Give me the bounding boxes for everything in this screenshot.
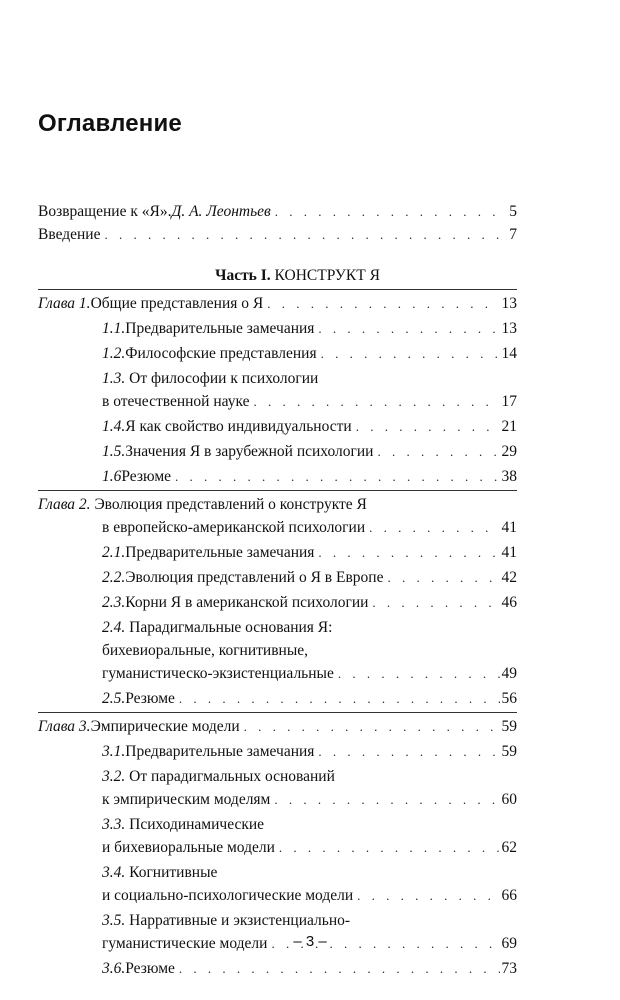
leader-dots (275, 200, 508, 223)
section-entry (38, 367, 517, 413)
entry-text: Предварительные замечания (125, 320, 315, 337)
section-entry (38, 465, 517, 488)
leader-dots (321, 342, 500, 365)
section-entry (38, 440, 517, 463)
section-line (102, 616, 517, 639)
page-ref: 7 (509, 226, 517, 243)
chapter-divider (38, 289, 517, 290)
entry-text: гуманистическо-экзистенциальные (102, 665, 334, 682)
leader-dots (175, 465, 499, 488)
page-ref: 56 (501, 690, 517, 707)
section-line (102, 788, 517, 811)
leader-dots (244, 715, 500, 738)
entry-text: Резюме (125, 690, 175, 707)
chapter-divider (38, 490, 517, 491)
section-line (102, 465, 517, 488)
chapter-line (38, 292, 517, 315)
entry-text: и бихевиоральные модели (102, 839, 275, 856)
entry-text: Эмпирические модели (90, 718, 240, 735)
chapter-divider (38, 712, 517, 713)
section-number: 3.1. (102, 743, 126, 760)
entry-text: к эмпирическим моделям (102, 791, 271, 808)
section-entry (38, 765, 517, 811)
page-ref: 59 (501, 718, 517, 735)
page-ref: 42 (501, 569, 517, 586)
chapter-label: Глава 3. (38, 718, 91, 735)
entry-text: Эволюция представлений о Я в Европе (125, 569, 384, 586)
entry-text: Психодинамические (129, 816, 265, 833)
section-number: 3.6. (102, 960, 126, 977)
toc-entry (38, 200, 517, 223)
section-line (102, 884, 517, 907)
leader-dots (356, 415, 500, 438)
section-line (102, 813, 517, 836)
chapter-entry (38, 292, 517, 315)
section-number: 1.2. (102, 345, 126, 362)
section-number: 3.3. (102, 816, 126, 833)
leader-dots (357, 884, 499, 907)
section-line (102, 639, 517, 662)
section-line (102, 662, 517, 685)
section-line (102, 591, 517, 614)
section-line (102, 541, 517, 564)
section-entry (38, 415, 517, 438)
page-ref: 41 (501, 544, 517, 561)
section-line (102, 836, 517, 859)
leader-dots (179, 687, 500, 710)
entry-text: Предварительные замечания (125, 743, 315, 760)
section-entry (38, 861, 517, 907)
section-number: 2.1. (102, 544, 126, 561)
page-ref: 13 (501, 295, 517, 312)
section-entry (38, 566, 517, 589)
leader-dots (279, 836, 500, 859)
chapter-entry (38, 715, 517, 738)
leader-dots (104, 223, 507, 246)
leader-dots (318, 541, 499, 564)
section-line (102, 440, 517, 463)
entry-text: Корни Я в американской психологии (125, 594, 369, 611)
section-line (102, 957, 517, 980)
section-line (102, 342, 517, 365)
page-ref: 66 (501, 887, 517, 904)
section-entry (38, 541, 517, 564)
entry-text: Общие представления о Я (90, 295, 264, 312)
entry-text: Введение (38, 226, 101, 243)
entry-author: Д. А. Леонтьев (171, 203, 271, 220)
toc-entry (38, 223, 517, 246)
section-number: 2.2. (102, 569, 126, 586)
entry-text: Нарративные и экзистенциально- (129, 912, 351, 929)
section-number: 3.4. (102, 864, 126, 881)
page-ref: 5 (509, 203, 517, 220)
leader-dots (338, 662, 500, 685)
section-line (102, 909, 517, 932)
entry-text: бихевиоральные, когнитивные, (102, 642, 308, 659)
section-entry (38, 591, 517, 614)
chapter-line (38, 493, 517, 516)
page-number: – 3 – (293, 933, 327, 950)
page-ref: 17 (501, 393, 517, 410)
entry-text: в европейско-американской психологии (102, 519, 366, 536)
section-number: 2.4. (102, 619, 126, 636)
section-line (102, 367, 517, 390)
section-number: 1.5. (102, 443, 126, 460)
section-entry (38, 957, 517, 980)
leader-dots (369, 516, 499, 539)
section-entry (38, 616, 517, 685)
section-number: 2.5. (102, 690, 126, 707)
section-line (102, 861, 517, 884)
page-ref: 41 (501, 519, 517, 536)
section-number: 2.3. (102, 594, 126, 611)
entry-text: Возвращение к «Я». (38, 203, 172, 220)
entry-text: Философские представления (125, 345, 317, 362)
page-ref: 21 (501, 418, 517, 435)
section-number: 1.4. (102, 418, 126, 435)
leader-dots (318, 740, 499, 763)
page-ref: 38 (501, 468, 517, 485)
entry-text: и социально-психологические модели (102, 887, 354, 904)
chapter-line (38, 516, 517, 539)
entry-text: в отечественной науке (102, 393, 250, 410)
entry-text: Когнитивные (129, 864, 218, 881)
page-ref: 59 (501, 743, 517, 760)
page-ref: 69 (501, 935, 517, 952)
chapter-entry (38, 493, 517, 539)
leader-dots (377, 440, 499, 463)
leader-dots (387, 566, 499, 589)
section-number: 3.5. (102, 912, 126, 929)
entry-text: Резюме (125, 960, 175, 977)
entry-text: Я как свойство индивидуальности (125, 418, 352, 435)
section-line (102, 390, 517, 413)
chapter-line (38, 715, 517, 738)
section-number: 1.6 (102, 468, 122, 485)
section-entry (38, 342, 517, 365)
entry-text: гуманистические модели (102, 935, 268, 952)
section-line (102, 317, 517, 340)
section-entry (38, 687, 517, 710)
page-ref: 29 (501, 443, 517, 460)
page-title: Оглавление (38, 110, 182, 137)
part-title: КОНСТРУКТ Я (274, 267, 380, 284)
entry-text: Предварительные замечания (125, 544, 315, 561)
section-number: 3.2. (102, 768, 126, 785)
leader-dots (372, 591, 499, 614)
section-line (102, 687, 517, 710)
entry-text: От парадигмальных оснований (129, 768, 335, 785)
page-ref: 46 (501, 594, 517, 611)
section-line (102, 765, 517, 788)
section-entry (38, 740, 517, 763)
page-ref: 13 (501, 320, 517, 337)
section-line (102, 566, 517, 589)
section-entry (38, 813, 517, 859)
table-of-contents (38, 200, 517, 980)
entry-text: От философии к психологии (129, 370, 319, 387)
leader-dots (179, 957, 500, 980)
page-ref: 73 (501, 960, 517, 977)
chapter-label: Глава 2. (38, 496, 91, 513)
leader-dots (318, 317, 499, 340)
part-label: Часть I. (215, 267, 271, 284)
entry-text: Эволюция представлений о конструкте Я (94, 496, 367, 513)
part-heading (38, 264, 517, 287)
page-ref: 49 (501, 665, 517, 682)
chapter-label: Глава 1. (38, 295, 91, 312)
page-ref: 62 (501, 839, 517, 856)
entry-text: Парадигмальные основания Я: (129, 619, 333, 636)
section-entry (38, 317, 517, 340)
page-ref: 60 (501, 791, 517, 808)
section-number: 1.1. (102, 320, 126, 337)
leader-dots (267, 292, 499, 315)
section-number: 1.3. (102, 370, 126, 387)
section-line (102, 740, 517, 763)
entry-text: Значения Я в зарубежной психологии (125, 443, 374, 460)
page-ref: 14 (501, 345, 517, 362)
entry-text: Резюме (121, 468, 172, 485)
section-line (102, 415, 517, 438)
leader-dots (274, 788, 499, 811)
leader-dots (254, 390, 500, 413)
